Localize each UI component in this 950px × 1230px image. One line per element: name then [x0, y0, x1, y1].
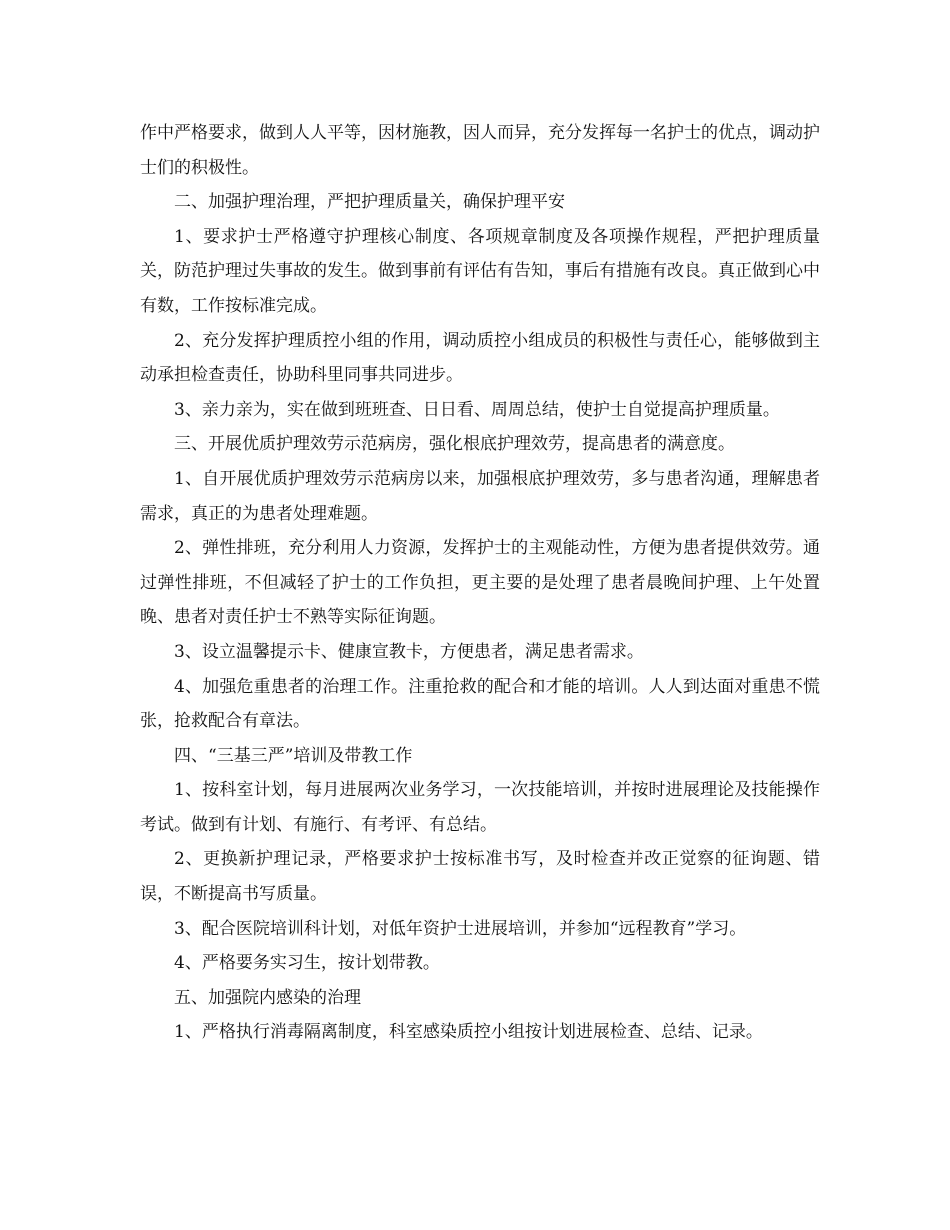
paragraph: 3、亲力亲为，实在做到班班查、日日看、周周总结，使护士自觉提高护理质量。 [174, 399, 780, 420]
section-heading: 二、加强护理治理，严把护理质量关，确保护理平安 [174, 192, 565, 213]
paragraph: 3、设立温馨提示卡、健康宣教卡，方便患者，满足患者需求。 [174, 641, 644, 662]
paragraph: 2、更换新护理记录，严格要求护士按标准书写，及时检查并改正觉察的征询题、错误，不断提高书写质量。 [140, 849, 820, 905]
section-heading: 三、开展优质护理效劳示范病房，强化根底护理效劳，提高患者的满意度。 [174, 434, 735, 455]
paragraph: 2、充分发挥护理质控小组的作用，调动质控小组成员的积极性与责任心，能够做到主动承担检查责任，协助科里同事共同进步。 [140, 330, 820, 386]
paragraph: 1、要求护士严格遵守护理核心制度、各项规章制度及各项操作规程，严把护理质量关，防范护理过失事故的发生。做到事前有评估有告知，事后有措施有改良。真正做到心中有数，工作按标准完成。 [140, 226, 820, 316]
section-heading: 四、“三基三严”培训及带教工作 [174, 745, 413, 766]
paragraph: 4、加强危重患者的治理工作。注重抢救的配合和才能的培训。人人到达面对重患不慌张，抢救配合有章法。 [140, 676, 820, 732]
paragraph: 4、严格要务实习生，按计划带教。 [174, 953, 440, 974]
paragraph: 3、配合医院培训科计划，对低年资护士进展培训，并参加“远程教育”学习。 [174, 918, 747, 939]
section-heading: 五、加强院内感染的治理 [174, 987, 361, 1008]
paragraph: 1、按科室计划，每月进展两次业务学习，一次技能培训，并按时进展理论及技能操作考试。做到有计划、有施行、有考评、有总结。 [140, 780, 820, 835]
paragraph: 1、严格执行消毒隔离制度，科室感染质控小组按计划进展检查、总结、记录。 [174, 1022, 763, 1043]
paragraph: 1、自开展优质护理效劳示范病房以来，加强根底护理效劳，多与患者沟通，理解患者需求，真正的为患者处理难题。 [140, 468, 820, 524]
paragraph: 2、弹性排班，充分利用人力资源，发挥护士的主观能动性，方便为患者提供效劳。通过弹性排班，不但减轻了护士的工作负担，更主要的是处理了患者晨晚间护理、上午处置晚、患者对责任护士不熟等实际征询题。 [140, 538, 820, 628]
paragraph: 作中严格要求，做到人人平等，因材施教，因人而异，充分发挥每一名护士的优点，调动护士们的积极性。 [140, 123, 820, 178]
